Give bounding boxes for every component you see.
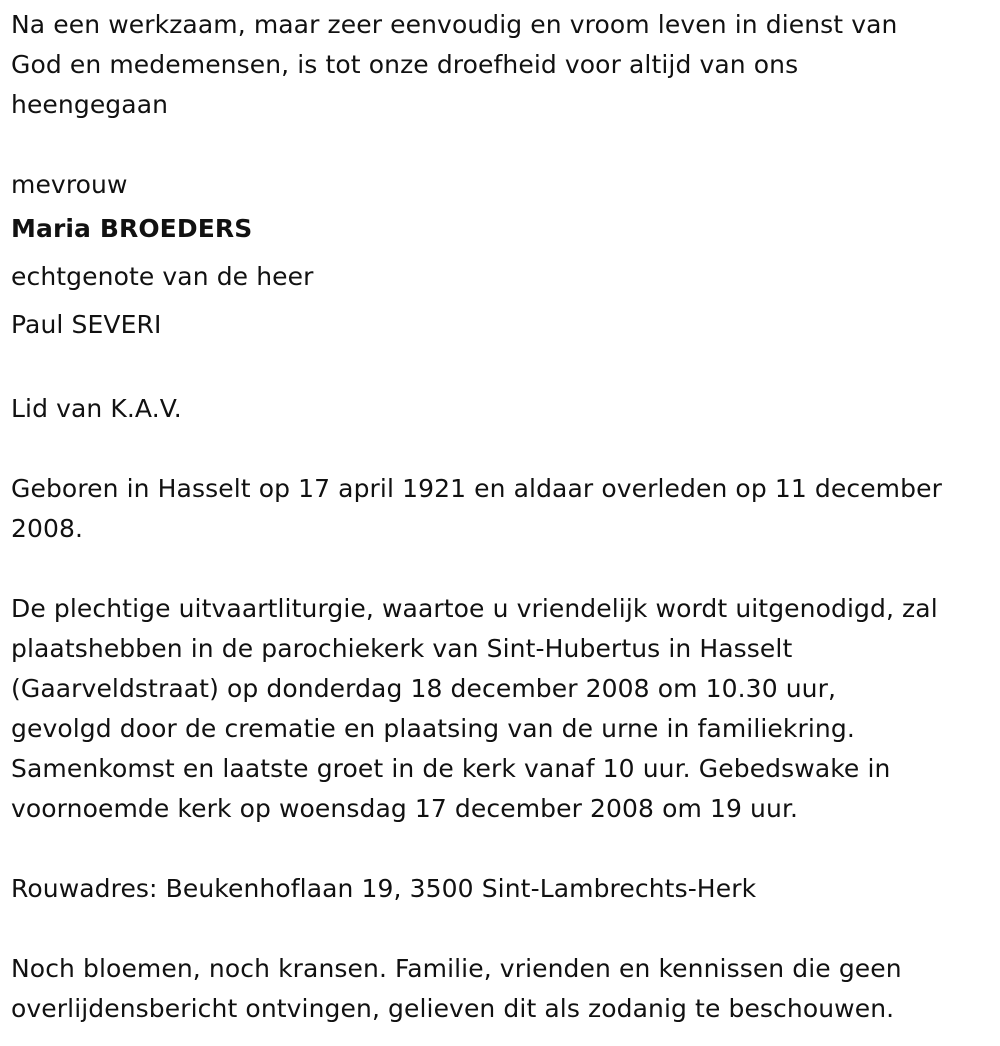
ceremony-paragraph	[11, 589, 991, 829]
ceremony-line: voornoemde kerk op woensdag 17 december 2008 om 19 uur.	[11, 794, 799, 823]
intro-line: heengegaan	[11, 90, 169, 119]
ceremony-line: gevolgd door de crematie en plaatsing van de urne in familiekring.	[11, 714, 855, 743]
intro-paragraph	[11, 5, 991, 125]
deceased-name: Maria BROEDERS	[11, 214, 253, 243]
name-block	[11, 165, 991, 349]
ceremony-line: De plechtige uitvaartliturgie, waartoe u vriendelijk wordt uitgenodigd, zal	[11, 594, 938, 623]
blank-line	[11, 125, 991, 165]
birth-death-line: Geboren in Hasselt op 17 april 1921 en aldaar overleden op 11 december	[11, 474, 942, 503]
blank-line	[11, 829, 991, 869]
obituary-notice	[11, 5, 991, 1029]
intro-line: God en medemensen, is tot onze droefheid voor altijd van ons	[11, 50, 799, 79]
blank-line	[11, 909, 991, 949]
mourning-address: Rouwadres: Beukenhoflaan 19, 3500 Sint-Lambrechts-Herk	[11, 874, 757, 903]
blank-line	[11, 429, 991, 469]
closing-line: overlijdensbericht ontvingen, gelieven dit als zodanig te beschouwen.	[11, 994, 895, 1023]
ceremony-line: (Gaarveldstraat) op donderdag 18 december 2008 om 10.30 uur,	[11, 674, 837, 703]
intro-line: Na een werkzaam, maar zeer eenvoudig en vroom leven in dienst van	[11, 10, 898, 39]
ceremony-line: plaatshebben in de parochiekerk van Sint-Hubertus in Hasselt	[11, 634, 793, 663]
blank-line	[11, 549, 991, 589]
title-prefix: mevrouw	[11, 170, 128, 199]
closing-paragraph	[11, 949, 991, 1029]
spouse-label: echtgenote van de heer	[11, 262, 314, 291]
birth-death-paragraph	[11, 469, 991, 549]
closing-line: Noch bloemen, noch kransen. Familie, vrienden en kennissen die geen	[11, 954, 902, 983]
blank-line	[11, 349, 991, 389]
membership: Lid van K.A.V.	[11, 394, 182, 423]
ceremony-line: Samenkomst en laatste groet in de kerk vanaf 10 uur. Gebedswake in	[11, 754, 891, 783]
birth-death-line: 2008.	[11, 514, 84, 543]
spouse-name: Paul SEVERI	[11, 310, 162, 339]
